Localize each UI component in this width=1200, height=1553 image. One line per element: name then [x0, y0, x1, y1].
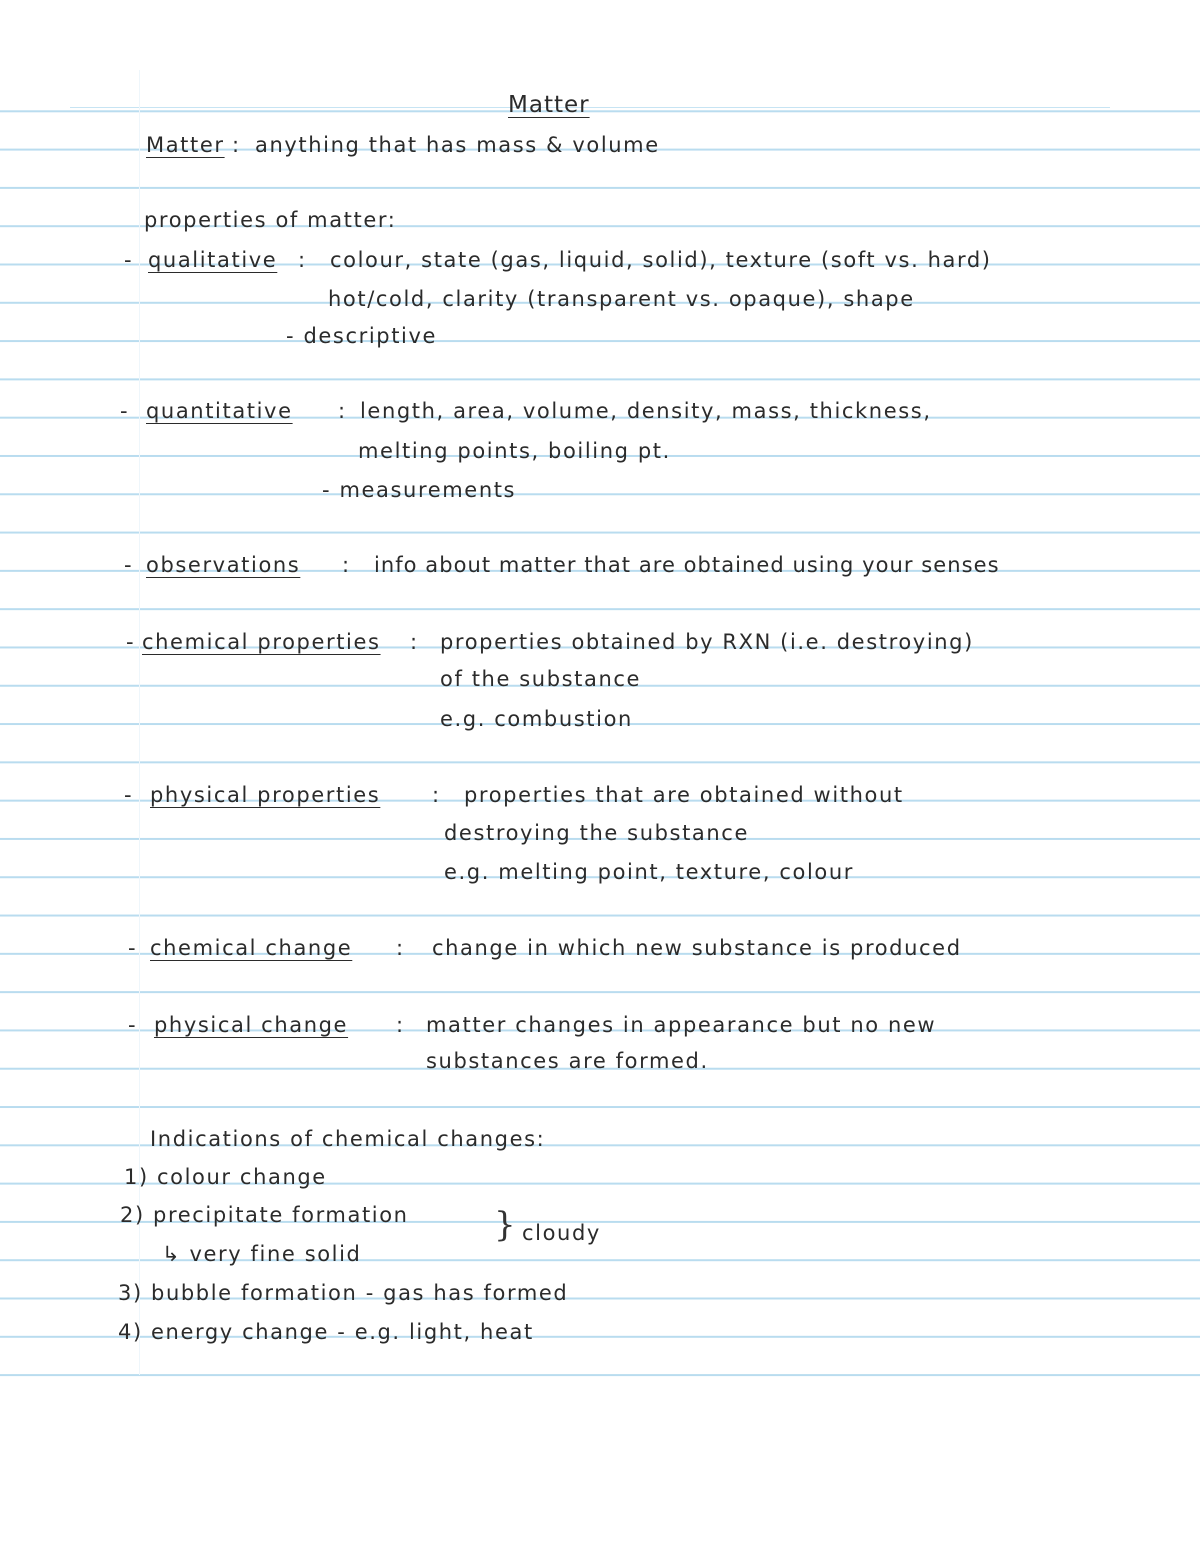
- ruled-line-top: [70, 107, 1110, 108]
- physical-properties-dash: -: [124, 783, 134, 807]
- cloudy-label: cloudy: [522, 1221, 601, 1245]
- indications-heading: Indications of chemical changes:: [150, 1127, 546, 1151]
- quantitative-dash: -: [120, 399, 130, 423]
- chemical-properties-sep: :: [410, 630, 419, 654]
- chemical-properties-line1: properties obtained by RXN (i.e. destroying): [440, 630, 974, 654]
- physical-change-term: physical change: [154, 1013, 349, 1037]
- chemical-properties-term: chemical properties: [142, 630, 381, 654]
- observations-dash: -: [124, 553, 134, 577]
- chemical-properties-line3: e.g. combustion: [440, 707, 633, 731]
- properties-heading: properties of matter:: [144, 208, 397, 232]
- observations-sep: :: [342, 553, 351, 577]
- physical-change-line1: matter changes in appearance but no new: [426, 1013, 937, 1037]
- physical-change-line2: substances are formed.: [426, 1049, 709, 1073]
- top-margin: [0, 0, 1200, 106]
- qualitative-sep: :: [298, 248, 307, 272]
- physical-properties-line3: e.g. melting point, texture, colour: [444, 860, 854, 884]
- definition-term: Matter: [146, 133, 225, 157]
- physical-change-sep: :: [396, 1013, 405, 1037]
- indication-item: 2) precipitate formation: [120, 1203, 409, 1227]
- quantitative-line2: melting points, boiling pt.: [358, 439, 671, 463]
- observations-term: observations: [146, 553, 301, 577]
- quantitative-sep: :: [338, 399, 347, 423]
- quantitative-note: - measurements: [322, 478, 517, 502]
- quantitative-term: quantitative: [146, 399, 293, 423]
- physical-properties-term: physical properties: [150, 783, 381, 807]
- observations-text: info about matter that are obtained using your senses: [374, 553, 1000, 577]
- indication-item: 4) energy change - e.g. light, heat: [118, 1320, 534, 1344]
- definition-sep: :: [232, 133, 241, 157]
- indication-item: 1) colour change: [124, 1165, 327, 1189]
- qualitative-line2: hot/cold, clarity (transparent vs. opaque), shape: [328, 287, 915, 311]
- qualitative-dash: -: [124, 248, 134, 272]
- indication-subitem: ↳ very fine solid: [162, 1242, 362, 1266]
- bottom-margin: [0, 1377, 1200, 1553]
- physical-properties-line2: destroying the substance: [444, 821, 749, 845]
- chemical-change-term: chemical change: [150, 936, 353, 960]
- qualitative-term: qualitative: [148, 248, 278, 272]
- qualitative-note: - descriptive: [286, 324, 438, 348]
- chemical-change-text: change in which new substance is produced: [432, 936, 962, 960]
- page-title: Matter: [508, 92, 590, 118]
- chemical-change-sep: :: [396, 936, 405, 960]
- indication-item: 3) bubble formation - gas has formed: [118, 1281, 569, 1305]
- physical-change-dash: -: [128, 1013, 138, 1037]
- quantitative-line1: length, area, volume, density, mass, thickness,: [360, 399, 932, 423]
- physical-properties-sep: :: [432, 783, 441, 807]
- chemical-change-dash: -: [128, 936, 138, 960]
- cloudy-brace: }: [494, 1205, 518, 1245]
- physical-properties-line1: properties that are obtained without: [464, 783, 904, 807]
- qualitative-line1: colour, state (gas, liquid, solid), texture (soft vs. hard): [330, 248, 992, 272]
- chemical-properties-line2: of the substance: [440, 667, 642, 691]
- chemical-properties-dash: -: [126, 630, 136, 654]
- definition-text: anything that has mass & volume: [255, 133, 660, 157]
